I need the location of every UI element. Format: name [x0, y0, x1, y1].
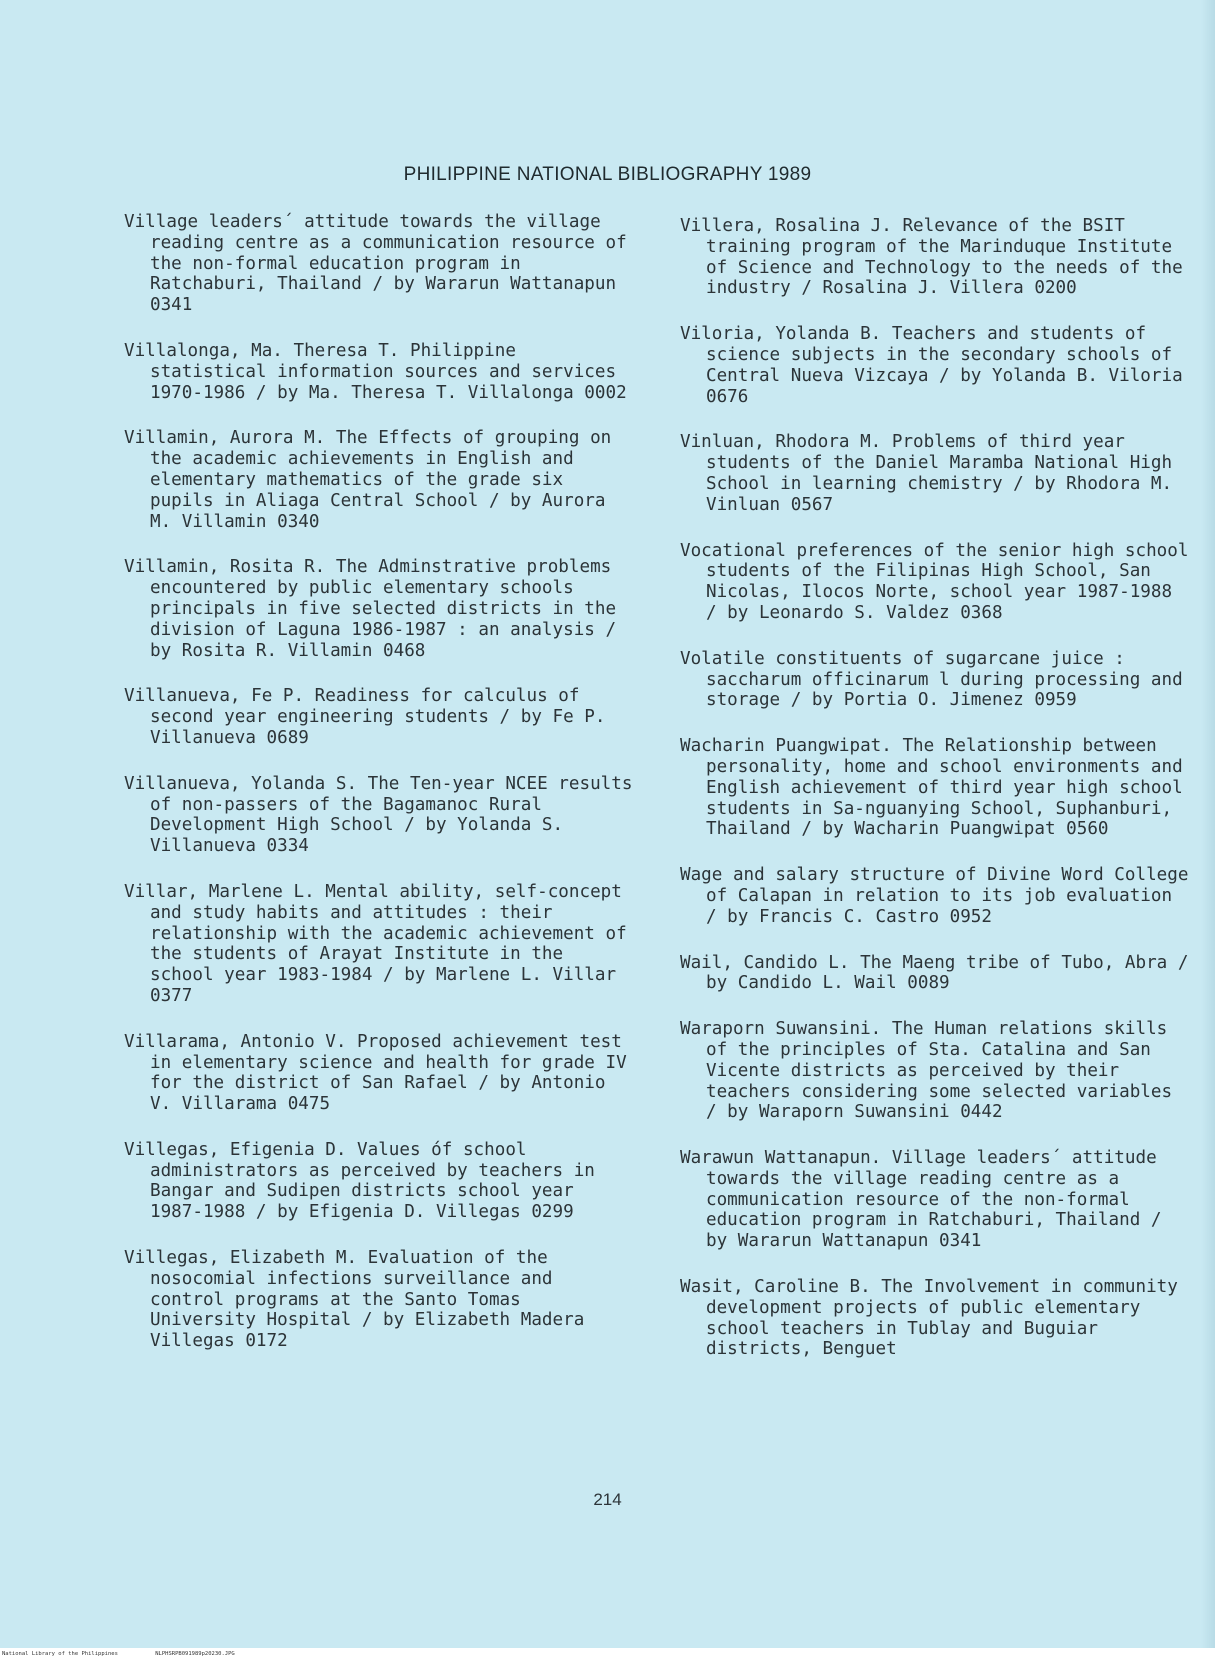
bib-entry: Villar, Marlene L. Mental ability, self-concept and study habits and attitudes : their relationship with the academic achievement of the students of Arayat Institute in the school year 1983-1984 / by Marlene L. Villar 0377	[124, 881, 627, 1006]
bib-entry: Volatile constituents of sugarcane juice : saccharum officinarum l during processing and storage / by Portia O. Jimenez 0959	[680, 648, 1183, 711]
page-title: PHILIPPINE NATIONAL BIBLIOGRAPHY 1989	[403, 164, 812, 185]
bib-entry: Wage and salary structure of Divine Word College of Calapan in relation to its job evaluation / by Francis C. Castro 0952	[680, 865, 1189, 927]
bib-entry: Villera, Rosalina J. Relevance of the BSIT training program of the Marinduque Institute of Science and Technology to the needs of the industry / Rosalina J. Villera 0200	[680, 216, 1183, 299]
bib-entry: Vinluan, Rhodora M. Problems of third year students of the Daniel Maramba National High School in learning chemistry / by Rhodora M. Vinluan 0567	[680, 432, 1173, 515]
footer-library: National Library of the Philippines	[2, 1651, 118, 1657]
bib-entry: Vocational preferences of the senior high school students of the Filipinas High School, San Nicolas, Ilocos Norte, school year 1987-1988 / by Leonardo S. Valdez 0368	[680, 540, 1189, 623]
scan-footer	[0, 1648, 1215, 1658]
bib-entry: Wacharin Puangwipat. The Relationship between personality, home and school environments and English achievement of third year high school students in Sa-nguanying School, Suphanburi, Thailand / by Wacharin Puangwipat 0560	[680, 736, 1183, 840]
left-column	[124, 212, 634, 1377]
bib-entry: Warawun Wattanapun. Village leaders´ attitude towards the village reading centre as a communication resource of the non-formal education program in Ratchaburi, Thailand / by Wararun Wattanapun 0341	[680, 1148, 1162, 1252]
bib-entry: Villanueva, Yolanda S. The Ten-year NCEE results of non-passers of the Bagamanoc Rural Development High School / by Yolanda S. Villanueva 0334	[124, 773, 633, 857]
bib-entry: Villegas, Efigenia D. Values óf school administrators as perceived by teachers in Bangar and Sudipen districts school year 1987-1988 / by Efigenia D. Villegas 0299	[124, 1139, 595, 1223]
page-number: 214	[593, 1490, 622, 1509]
page-edge	[1201, 0, 1215, 1658]
scan-footer-text	[2, 1651, 269, 1657]
bib-entry: Wasit, Caroline B. The Involvement in community development projects of public elementary school teachers in Tublay and Buguiar districts, Benguet	[680, 1277, 1178, 1360]
bib-entry: Villamin, Rosita R. The Adminstrative problems encountered by public elementary schools principals in five selected districts in the division of Laguna 1986-1987 : an analysis / by Rosita R. Villamin 0468	[124, 557, 617, 661]
bib-entry: Village leaders´ attitude towards the village reading centre as a communication resource of the non-formal education program in Ratchaburi, Thailand / by Wararun Wattanapun 0341	[124, 212, 627, 316]
bib-entry: Waraporn Suwansini. The Human relations skills of the principles of Sta. Catalina and San Vicente districts as perceived by their teachers considering some selected variables / by Waraporn Suwansini 0442	[680, 1019, 1173, 1123]
bib-entry: Villamin, Aurora M. The Effects of grouping on the academic achievements in English and elementary mathematics of the grade six pupils in Aliaga Central School / by Aurora M. Villamin 0340	[124, 428, 612, 532]
bib-entry: Wail, Candido L. The Maeng tribe of Tubo, Abra / by Candido L. Wail 0089	[680, 952, 1189, 994]
bib-entry: Villarama, Antonio V. Proposed achievement test in elementary science and health for grade IV for the district of San Rafael / by Antonio V. Villarama 0475	[124, 1031, 627, 1115]
right-column	[680, 216, 1190, 1385]
bib-entry: Villegas, Elizabeth M. Evaluation of the nosocomial infections surveillance and control programs at the Santo Tomas University Hospital / by Elizabeth Madera Villegas 0172	[124, 1248, 585, 1352]
bib-entry: Villanueva, Fe P. Readiness for calculus of second year engineering students / by Fe P. Villanueva 0689	[124, 686, 606, 748]
footer-file: NLPHSRPB091989p20230.JPG	[155, 1651, 235, 1657]
bib-entry: Villalonga, Ma. Theresa T. Philippine statistical information sources and services 1970-1986 / by Ma. Theresa T. Villalonga 0002	[124, 340, 627, 403]
bib-entry: Viloria, Yolanda B. Teachers and students of science subjects in the secondary schools of Central Nueva Vizcaya / by Yolanda B. Viloria 0676	[680, 324, 1183, 407]
